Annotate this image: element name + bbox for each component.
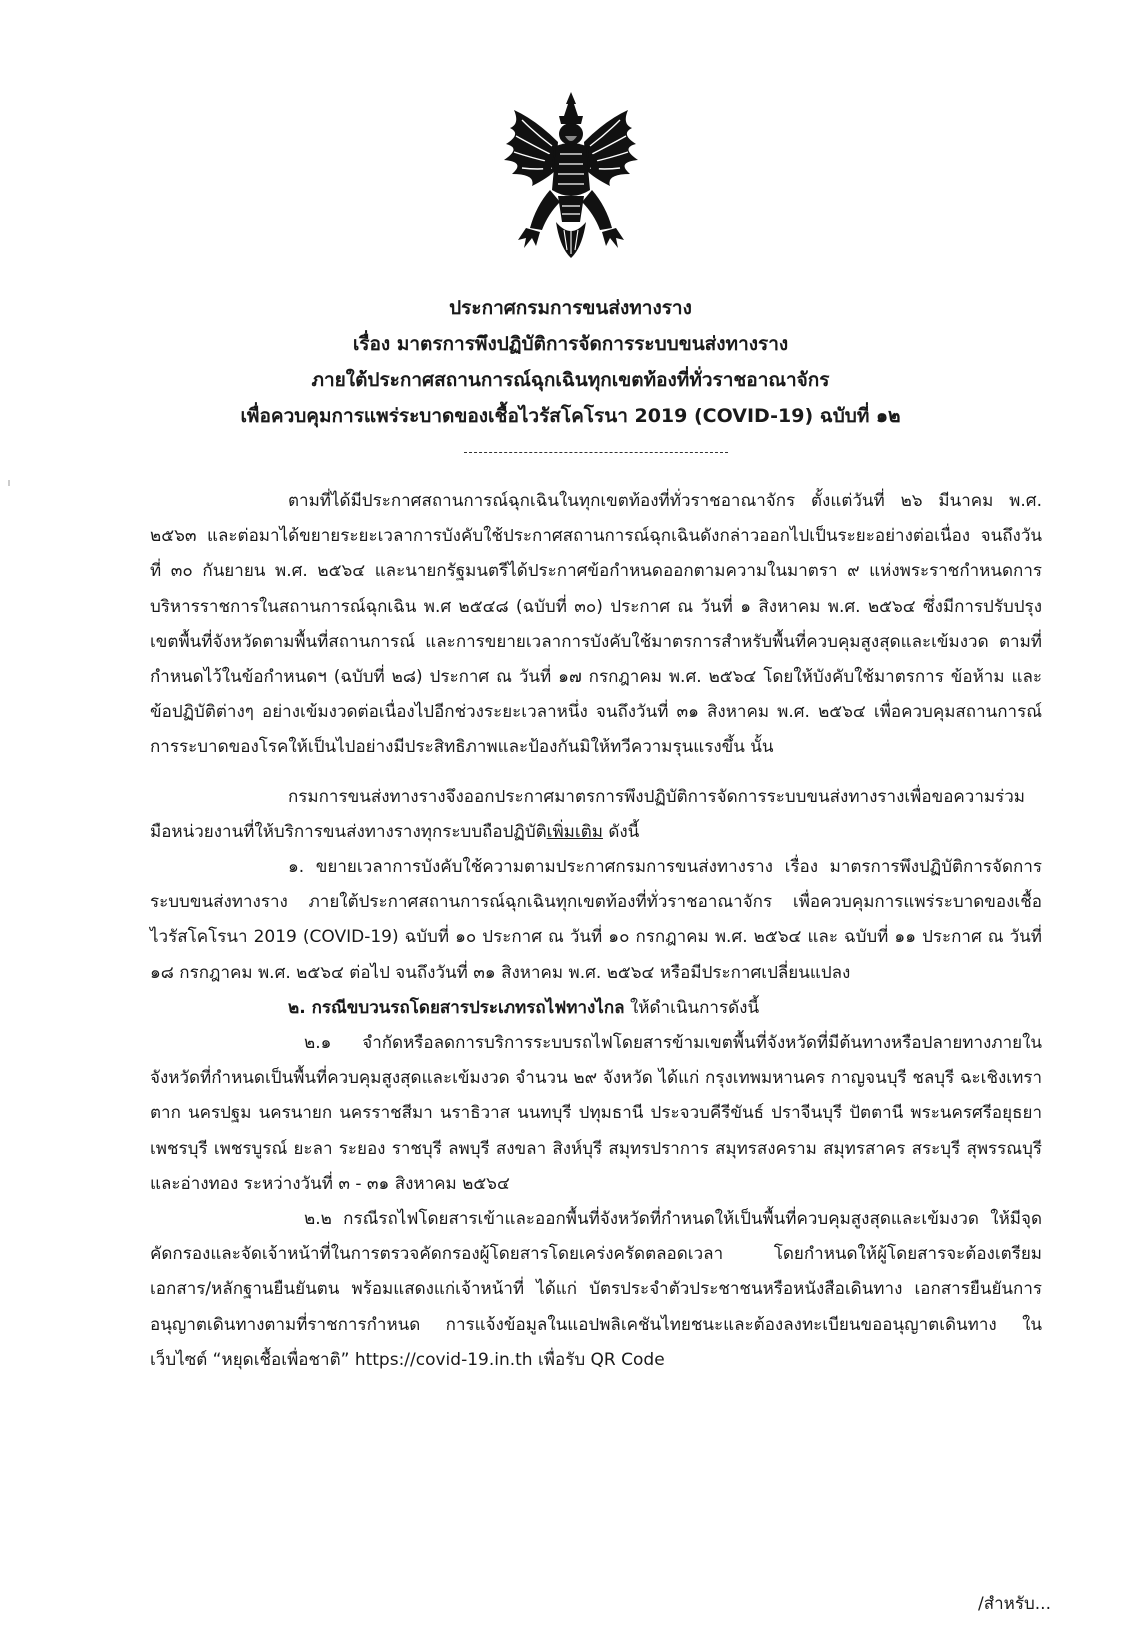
paragraph-preamble: ตามที่ได้มีประกาศสถานการณ์ฉุกเฉินในทุกเขตท้องที่ทั่วราชอาณาจักร ตั้งแต่วันที่ ๒๖ มีนาคม พ.ศ. ๒๕๖๓ และต่อมาได้ขยายระยะเวลาการบังคับใช้ประกาศสถานการณ์ฉุกเฉินดังกล่าวออกไปเป็นระยะอย่างต่อเนื่อง จนถึงวันที่ ๓๐ กันยายน พ.ศ. ๒๕๖๔ และนายกรัฐมนตรีได้ประกาศข้อกำหนดออกตามความในมาตรา ๙ แห่งพระราชกำหนดการบริหารราชการในสถานการณ์ฉุกเฉิน พ.ศ ๒๕๔๘ (ฉบับที่ ๓๐) ประกาศ ณ วันที่ ๑ สิงหาคม พ.ศ. ๒๕๖๔ ซึ่งมีการปรับปรุงเขตพื้นที่จังหวัดตามพื้นที่สถานการณ์ และการขยายเวลาการบังคับใช้มาตรการสำหรับพื้นที่ควบคุมสูงสุดและเข้มงวด ตามที่กำหนดไว้ในข้อกำหนดฯ (ฉบับที่ ๒๘) ประกาศ ณ วันที่ ๑๗ กรกฎาคม พ.ศ. ๒๕๖๔ โดยให้บังคับใช้มาตรการ ข้อห้าม และข้อปฏิบัติต่างๆ อย่างเข้มงวดต่อเนื่องไปอีกช่วงระยะเวลาหนึ่ง จนถึงวันที่ ๓๑ สิงหาคม พ.ศ. ๒๕๖๔ เพื่อควบคุมสถานการณ์การระบาดของโรคให้เป็นไปอย่างมีประสิทธิภาพและป้องกันมิให้ทวีความรุนแรงขึ้น นั้น bbox=[150, 491, 1042, 758]
underlined-word: เพิ่มเติม bbox=[546, 821, 603, 842]
title-line-1: ประกาศกรมการขนส่งทางราง bbox=[449, 297, 692, 319]
announcement-title bbox=[0, 290, 1141, 434]
paragraph-measures-intro bbox=[150, 780, 1042, 850]
measure-item-1: ๑. ขยายเวลาการบังคับใช้ความตามประกาศกรมการขนส่งทางราง เรื่อง มาตรการพึงปฏิบัติการจัดการระบบขนส่งทางราง ภายใต้ประกาศสถานการณ์ฉุกเฉินทุกเขตท้องที่ทั่วราชอาณาจักร เพื่อควบคุมการแพร่ระบาดของเชื้อไวรัสโคโรนา 2019 (COVID-19) ฉบับที่ ๑๐ ประกาศ ณ วันที่ ๑๐ กรกฎาคม พ.ศ. ๒๕๖๔ และ ฉบับที่ ๑๑ ประกาศ ณ วันที่ ๑๘ กรกฎาคม พ.ศ. ๒๕๖๔ ต่อไป จนถึงวันที่ ๓๑ สิงหาคม พ.ศ. ๒๕๖๔ หรือมีประกาศเปลี่ยนแปลง bbox=[150, 857, 1042, 983]
title-divider bbox=[464, 452, 728, 453]
document-body bbox=[150, 484, 1042, 1378]
margin-mark bbox=[8, 480, 10, 486]
measure-item-2 bbox=[150, 991, 1042, 1026]
title-line-3: ภายใต้ประกาศสถานการณ์ฉุกเฉินทุกเขตท้องที่ทั่วราชอาณาจักร bbox=[311, 369, 830, 391]
garuda-emblem-icon bbox=[496, 90, 646, 262]
title-line-4: เพื่อควบคุมการแพร่ระบาดของเชื้อไวรัสโคโรนา 2019 (COVID-19) ฉบับที่ ๑๒ bbox=[240, 405, 901, 427]
measure-item-2-heading: ๒. กรณีขบวนรถโดยสารประเภทรถไฟทางไกล bbox=[288, 997, 625, 1018]
measure-item-2-text: ให้ดำเนินการดังนี้ bbox=[624, 997, 760, 1018]
paragraph-measures-intro-text: กรมการขนส่งทางรางจึงออกประกาศมาตรการพึงปฏิบัติการจัดการระบบขนส่งทางรางเพื่อขอความร่วมมือหน่วยงานที่ให้บริการขนส่งทางรางทุกระบบถือปฏิบัติ bbox=[150, 786, 1025, 842]
measure-item-2-2: ๒.๒ กรณีรถไฟโดยสารเข้าและออกพื้นที่จังหวัดที่กำหนดให้เป็นพื้นที่ควบคุมสูงสุดและเข้มงวด ให้มีจุดคัดกรองและจัดเจ้าหน้าที่ในการตรวจคัดกรองผู้โดยสารโดยเคร่งครัดตลอดเวลา โดยกำหนดให้ผู้โดยสารจะต้องเตรียมเอกสาร/หลักฐานยืนยันตน พร้อมแสดงแก่เจ้าหน้าที่ ได้แก่ บัตรประจำตัวประชาชนหรือหนังสือเดินทาง เอกสารยืนยันการอนุญาตเดินทางตามที่ราชการกำหนด การแจ้งข้อมูลในแอปพลิเคชันไทยชนะและต้องลงทะเบียนขออนุญาตเดินทาง ในเว็บไซต์ “หยุดเชื้อเพื่อชาติ” https://covid-19.in.th เพื่อรับ QR Code bbox=[150, 1209, 1042, 1370]
title-line-2: เรื่อง มาตรการพึงปฏิบัติการจัดการระบบขนส่งทางราง bbox=[352, 333, 789, 355]
page-continuation: /สำหรับ... bbox=[978, 1594, 1051, 1614]
paragraph-measures-intro-end: ดังนี้ bbox=[602, 821, 640, 842]
measure-item-2-1: ๒.๑ จำกัดหรือลดการบริการระบบรถไฟโดยสารข้ามเขตพื้นที่จังหวัดที่มีต้นทางหรือปลายทางภายในจังหวัดที่กำหนดเป็นพื้นที่ควบคุมสูงสุดและเข้มงวด จำนวน ๒๙ จังหวัด ได้แก่ กรุงเทพมหานคร กาญจนบุรี ชลบุรี ฉะเชิงเทรา ตาก นครปฐม นครนายก นครราชสีมา นราธิวาส นนทบุรี ปทุมธานี ประจวบคีรีขันธ์ ปราจีนบุรี ปัตตานี พระนครศรีอยุธยา เพชรบุรี เพชรบูรณ์ ยะลา ระยอง ราชบุรี ลพบุรี สงขลา สิงห์บุรี สมุทรปราการ สมุทรสงคราม สมุทรสาคร สระบุรี สุพรรณบุรี และอ่างทอง ระหว่างวันที่ ๓ - ๓๑ สิงหาคม ๒๕๖๔ bbox=[150, 1033, 1042, 1194]
